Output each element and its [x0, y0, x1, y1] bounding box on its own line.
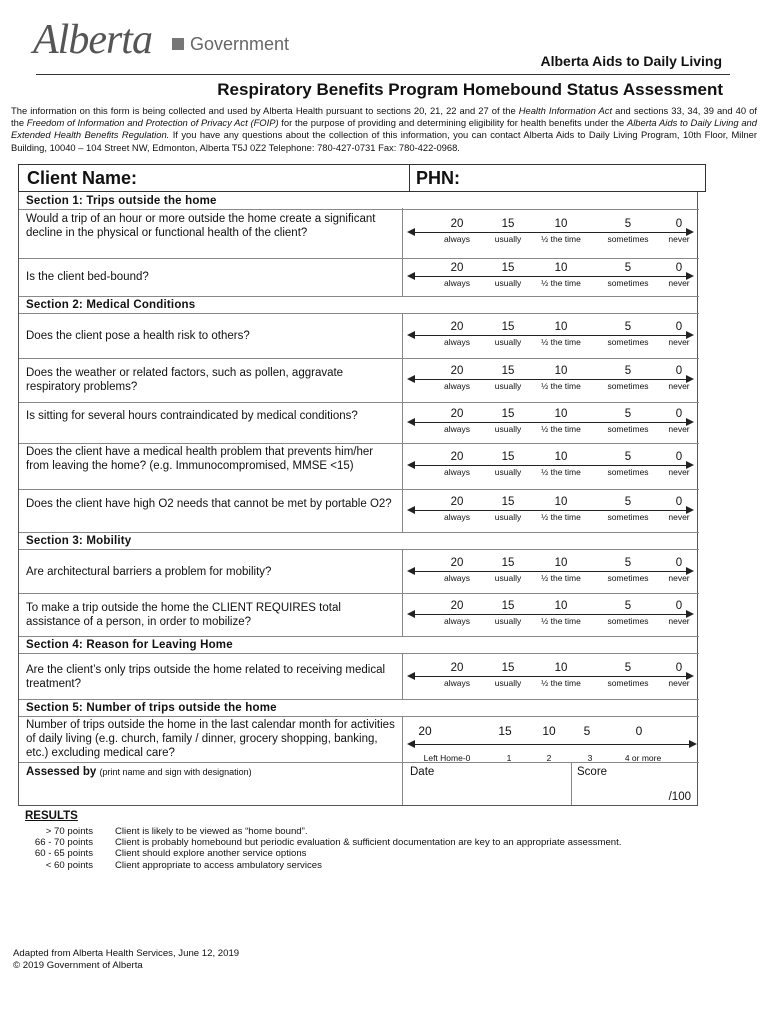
question-text: Does the client pose a health risk to others?: [26, 330, 250, 342]
scale-axis: [413, 379, 690, 380]
rating-scale[interactable]: [407, 408, 694, 438]
question-row: [19, 716, 699, 762]
row-divider: [19, 532, 699, 533]
scale-option-15[interactable]: 15: [501, 556, 515, 569]
result-row: [25, 860, 725, 871]
scale-option-10[interactable]: 10: [554, 599, 568, 612]
trips-option-20[interactable]: 20: [418, 724, 432, 738]
arrow-left-icon: [407, 228, 415, 236]
scale-option-15[interactable]: 15: [501, 365, 515, 377]
scale-option-15[interactable]: 15: [501, 599, 515, 612]
scale-option-5[interactable]: 5: [624, 321, 632, 333]
scale-label: usually: [494, 511, 522, 522]
scale-axis: [413, 614, 690, 615]
trips-label: 4 or more: [624, 753, 662, 763]
scale-label: ½ the time: [541, 467, 581, 477]
alberta-logo: Alberta: [33, 17, 152, 63]
question-row: [19, 208, 699, 258]
scale-option-15[interactable]: 15: [501, 495, 515, 508]
scale-option-15[interactable]: 15: [501, 407, 515, 420]
section-heading: Section 5: Number of trips outside the home: [26, 702, 277, 714]
question-row: [19, 654, 699, 699]
scale-axis: [413, 335, 690, 336]
scale-option-15[interactable]: 15: [501, 321, 515, 333]
scale-label: never: [668, 337, 690, 347]
arrow-left-icon: [407, 375, 415, 383]
rating-scale[interactable]: [407, 600, 694, 630]
column-divider: [402, 654, 403, 699]
score-total: /100: [668, 791, 691, 803]
scale-option-5[interactable]: 5: [624, 365, 632, 377]
row-divider: [19, 699, 699, 700]
header: [30, 12, 730, 82]
arrow-left-icon: [407, 272, 415, 280]
scale-option-15[interactable]: 15: [501, 262, 515, 274]
question-row: [19, 314, 699, 358]
scale-label: never: [668, 511, 690, 522]
scale-option-0[interactable]: 0: [675, 365, 683, 377]
question-text: Are the client’s only trips outside the home related to receiving medical treatment?: [26, 663, 386, 690]
scale-axis: [413, 510, 690, 511]
scale-option-20[interactable]: 20: [450, 218, 464, 230]
trips-label: 2: [546, 753, 552, 763]
arrow-left-icon: [407, 418, 415, 426]
column-divider: [402, 593, 403, 636]
scale-option-0[interactable]: 0: [675, 556, 683, 569]
arrow-left-icon: [407, 506, 415, 514]
question-row: [19, 443, 699, 489]
scale-label: sometimes: [607, 381, 649, 391]
arrow-left-icon: [407, 740, 415, 748]
row-divider: [19, 296, 699, 297]
header-divider: [36, 74, 730, 75]
scale-label: never: [668, 381, 690, 391]
phn-field[interactable]: PHN:: [416, 168, 460, 188]
scale-label: usually: [494, 234, 522, 244]
scale-label: usually: [494, 278, 522, 288]
trips-scale[interactable]: [407, 724, 697, 764]
question-text: Would a trip of an hour or more outside the home create a significant decline in the physical or functional health of the client?: [26, 213, 376, 239]
scale-label: usually: [494, 615, 522, 626]
scale-label: ½ the time: [541, 511, 581, 522]
scale-option-20[interactable]: 20: [450, 661, 464, 674]
rating-scale[interactable]: [407, 218, 694, 248]
rating-scale[interactable]: [407, 496, 694, 526]
section-heading: Section 3: Mobility: [26, 535, 132, 547]
rating-scale[interactable]: [407, 451, 694, 481]
arrow-left-icon: [407, 610, 415, 618]
divider: [409, 165, 410, 191]
score-field[interactable]: Score: [577, 766, 608, 778]
question-text: Does the client have high O2 needs that cannot be met by portable O2?: [26, 497, 392, 510]
scale-axis: [413, 276, 690, 277]
scale-option-10[interactable]: 10: [554, 451, 568, 463]
assessed-by-field[interactable]: Assessed by (print name and sign with designation): [26, 766, 252, 778]
scale-label: never: [668, 234, 690, 244]
scale-option-20[interactable]: 20: [450, 262, 464, 274]
column-divider: [402, 762, 403, 805]
scale-label: ½ the time: [541, 337, 581, 347]
scale-option-20[interactable]: 20: [450, 451, 464, 463]
trips-label: 1: [506, 753, 512, 763]
row-divider: [19, 762, 699, 763]
scale-label: usually: [494, 467, 522, 477]
scale-option-0[interactable]: 0: [675, 661, 683, 674]
column-divider: [402, 489, 403, 532]
scale-option-10[interactable]: 10: [554, 495, 568, 508]
scale-label: usually: [494, 572, 522, 583]
page-title: Respiratory Benefits Program Homebound Status Assessment: [217, 80, 723, 99]
trips-option-0[interactable]: 0: [635, 724, 643, 738]
question-text: Does the weather or related factors, such as pollen, aggravate respiratory problems?: [26, 367, 344, 393]
question-text: Is the client bed-bound?: [26, 271, 149, 283]
scale-option-0[interactable]: 0: [675, 451, 683, 463]
footer-adapted: Adapted from Alberta Health Services, June 12, 2019: [13, 948, 240, 959]
scale-option-20[interactable]: 20: [450, 495, 464, 508]
column-divider: [402, 716, 403, 762]
arrow-left-icon: [407, 331, 415, 339]
scale-option-20[interactable]: 20: [450, 321, 464, 333]
scale-label: sometimes: [607, 677, 649, 688]
result-points: 66 - 70 points: [34, 837, 93, 849]
scale-label: never: [668, 615, 690, 626]
scale-label: ½ the time: [541, 381, 581, 391]
program-name: Alberta Aids to Daily Living: [540, 53, 722, 69]
section-heading: Section 2: Medical Conditions: [26, 299, 196, 311]
date-field[interactable]: Date: [410, 766, 435, 778]
arrow-left-icon: [407, 672, 415, 680]
scale-label: sometimes: [607, 278, 649, 288]
scale-option-5[interactable]: 5: [624, 451, 632, 463]
scale-option-5[interactable]: 5: [624, 495, 632, 508]
scale-option-10[interactable]: 10: [554, 365, 568, 377]
scale-label: sometimes: [607, 511, 649, 522]
arrow-left-icon: [407, 567, 415, 575]
arrow-right-icon: [689, 740, 697, 748]
scale-option-20[interactable]: 20: [450, 365, 464, 377]
rating-scale[interactable]: [407, 557, 694, 587]
result-row: [25, 837, 725, 848]
column-divider: [402, 208, 403, 258]
scale-option-10[interactable]: 10: [554, 407, 568, 420]
scale-label: always: [444, 467, 470, 477]
scale-label: ½ the time: [541, 677, 581, 688]
result-text: Client is probably homebound but periodic evaluation & sufficient documentation are key to an appropriate assessment.: [115, 837, 622, 849]
scale-option-0[interactable]: 0: [675, 218, 683, 230]
result-text: Client should explore another service options: [115, 848, 307, 860]
row-divider: [19, 636, 699, 637]
scale-option-20[interactable]: 20: [450, 599, 464, 612]
scale-option-15[interactable]: 15: [501, 661, 515, 674]
scale-label: sometimes: [607, 234, 649, 244]
scale-axis: [413, 744, 691, 745]
scale-option-10[interactable]: 10: [554, 556, 568, 569]
column-divider: [402, 443, 403, 489]
scale-label: never: [668, 423, 690, 434]
question-row: [19, 402, 699, 443]
scale-label: ½ the time: [541, 234, 581, 244]
scale-option-15[interactable]: 15: [501, 451, 515, 463]
question-text: Does the client have a medical health problem that prevents him/her from leaving the home? (e.g. Immunocompromised, MMSE <15): [26, 446, 374, 472]
question-text: Is sitting for several hours contraindicated by medical conditions?: [26, 409, 358, 422]
result-points: 60 - 65 points: [34, 848, 93, 860]
scale-option-10[interactable]: 10: [554, 321, 568, 333]
rating-scale[interactable]: [407, 662, 694, 692]
logo-mark-icon: [172, 38, 184, 50]
scale-axis: [413, 676, 690, 677]
scale-option-15[interactable]: 15: [501, 218, 515, 230]
scale-option-0[interactable]: 0: [675, 262, 683, 274]
question-row: [19, 550, 699, 593]
trips-option-10[interactable]: 10: [542, 724, 556, 738]
column-divider: [402, 402, 403, 443]
question-text: To make a trip outside the home the CLIENT REQUIRES total assistance of a person, in order to mobilize?: [26, 601, 341, 628]
question-row: [19, 258, 699, 296]
scale-label: usually: [494, 381, 522, 391]
scale-label: always: [444, 337, 470, 347]
scale-label: always: [444, 234, 470, 244]
scale-option-0[interactable]: 0: [675, 407, 683, 420]
scale-option-5[interactable]: 5: [624, 599, 632, 612]
scale-label: sometimes: [607, 615, 649, 626]
scale-label: sometimes: [607, 337, 649, 347]
scale-option-5[interactable]: 5: [624, 218, 632, 230]
logo-government-text: Government: [190, 34, 290, 54]
trips-label: 3: [587, 753, 593, 763]
scale-label: always: [444, 677, 470, 688]
scale-label: ½ the time: [541, 572, 581, 583]
scale-label: always: [444, 423, 470, 434]
scale-label: always: [444, 572, 470, 583]
column-divider: [402, 358, 403, 402]
arrow-left-icon: [407, 461, 415, 469]
question-row: [19, 593, 699, 636]
result-text: Client appropriate to access ambulatory services: [115, 859, 322, 871]
scale-label: usually: [494, 423, 522, 434]
section-heading: Section 1: Trips outside the home: [26, 195, 217, 207]
scale-option-10[interactable]: 10: [554, 262, 568, 274]
scale-option-0[interactable]: 0: [675, 599, 683, 612]
scale-option-10[interactable]: 10: [554, 661, 568, 674]
scale-label: always: [444, 615, 470, 626]
section-heading: Section 4: Reason for Leaving Home: [26, 639, 233, 651]
result-points: < 60 points: [45, 859, 93, 871]
scale-label: ½ the time: [541, 278, 581, 288]
scale-label: always: [444, 278, 470, 288]
trips-option-15[interactable]: 15: [498, 724, 512, 738]
scale-label: ½ the time: [541, 615, 581, 626]
trips-label: Left Home-0: [423, 753, 471, 763]
question-text: Number of trips outside the home in the last calendar month for activities of daily living (e.g. church, family / dinner, grocery shopping, banking, etc.) excluding medical care?: [26, 719, 395, 759]
scale-label: sometimes: [607, 423, 649, 434]
scale-label: ½ the time: [541, 423, 581, 434]
rating-scale[interactable]: [407, 321, 694, 351]
privacy-notice: The information on this form is being collected and used by Alberta Health pursuant to sections 20, 21, 22 and 27 of the Health Information Act and sections 33, 34, 39 and 40 of the Freedom of Information and Protection of Privacy Act (FOIP) for the purpose of providing and determining eligibility for health benefits under the Alberta Aids to Daily Living and Extended Health Benefits Regulation. If you have any questions about the collection of this information, you can contact Alberta Aids to Daily Living Program, 10th Floor, Milner Building, 10040 – 104 Street NW, Edmonton, Alberta T5J 0Z2 Telephone: 780-427-0731 Fax: 780-422-0968.: [11, 105, 757, 153]
scale-label: usually: [494, 337, 522, 347]
result-row: [25, 848, 725, 859]
assessment-form: [18, 192, 698, 806]
scale-label: sometimes: [607, 467, 649, 477]
column-divider: [402, 550, 403, 593]
scale-label: always: [444, 511, 470, 522]
column-divider: [402, 314, 403, 358]
scale-option-10[interactable]: 10: [554, 218, 568, 230]
scale-option-5[interactable]: 5: [624, 556, 632, 569]
footer-copyright: © 2019 Government of Alberta: [13, 960, 143, 971]
column-divider: [571, 762, 572, 805]
scale-label: sometimes: [607, 572, 649, 583]
scale-option-0[interactable]: 0: [675, 495, 683, 508]
rating-scale[interactable]: [407, 365, 694, 395]
scale-axis: [413, 571, 690, 572]
scale-label: usually: [494, 677, 522, 688]
scale-option-5[interactable]: 5: [624, 262, 632, 274]
scale-label: never: [668, 677, 690, 688]
scale-label: never: [668, 278, 690, 288]
scale-option-5[interactable]: 5: [624, 661, 632, 674]
scale-label: never: [668, 467, 690, 477]
scale-option-20[interactable]: 20: [450, 407, 464, 420]
result-text: Client is likely to be viewed as “home bound”.: [115, 826, 308, 837]
scale-axis: [413, 422, 690, 423]
scale-option-20[interactable]: 20: [450, 556, 464, 569]
rating-scale[interactable]: [407, 262, 694, 292]
client-name-field[interactable]: Client Name:: [27, 168, 138, 188]
scale-axis: [413, 465, 690, 466]
scale-axis: [413, 232, 690, 233]
result-row: [25, 826, 725, 837]
scale-label: never: [668, 572, 690, 583]
question-row: [19, 489, 699, 532]
footer: [13, 948, 239, 972]
question-text: Are architectural barriers a problem for mobility?: [26, 565, 272, 578]
results-list: [25, 826, 725, 871]
client-info-box: [18, 164, 706, 192]
trips-option-5[interactable]: 5: [583, 724, 591, 738]
results-title: RESULTS: [25, 810, 78, 822]
result-points: > 70 points: [45, 826, 93, 837]
scale-option-5[interactable]: 5: [624, 407, 632, 420]
scale-label: always: [444, 381, 470, 391]
column-divider: [402, 258, 403, 296]
question-row: [19, 358, 699, 402]
scale-option-0[interactable]: 0: [675, 321, 683, 333]
